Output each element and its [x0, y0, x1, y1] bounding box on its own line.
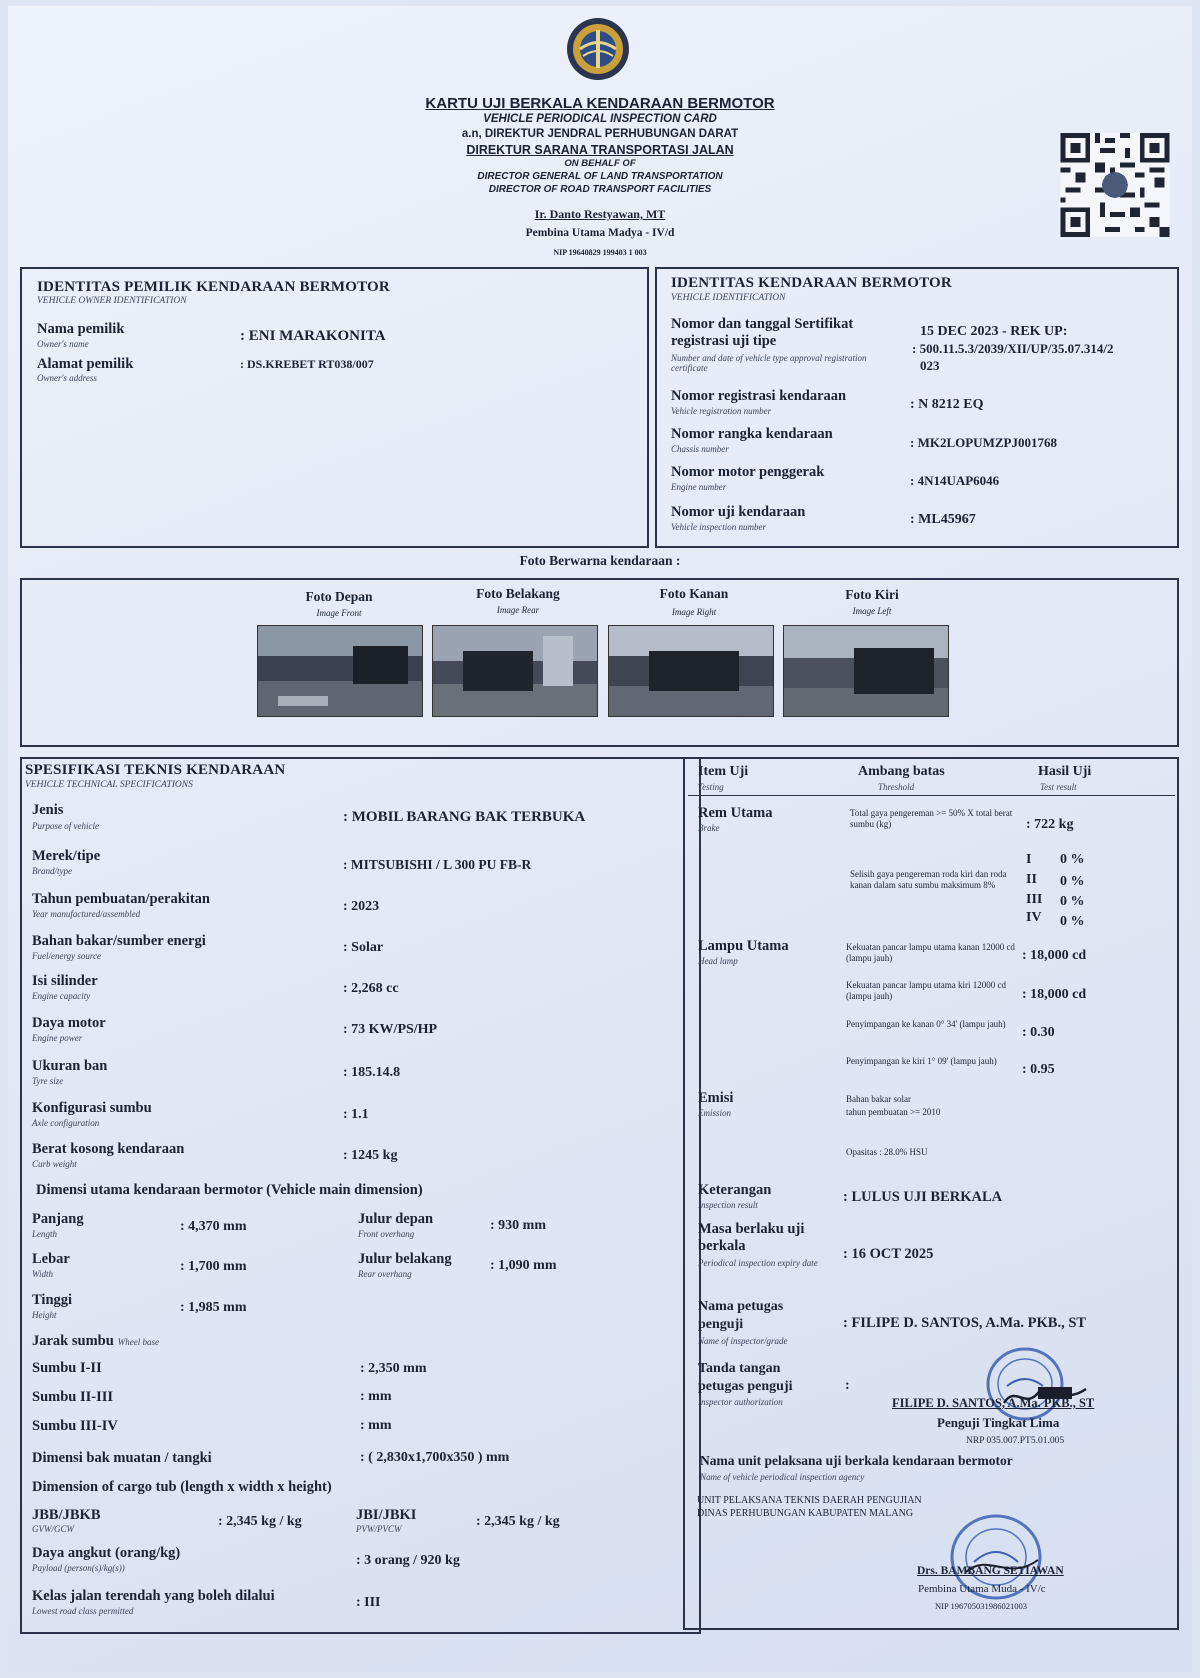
photo-front-image[interactable] [257, 625, 423, 717]
inspection-number-label: Nomor uji kendaraan [671, 504, 806, 520]
headlamp-result-2: : 18,000 cd [1022, 987, 1087, 1002]
axle-3-4-value: : mm [360, 1418, 392, 1433]
front-overhang-value: : 930 mm [490, 1218, 546, 1233]
inspector-label: Nama petugas penguji [698, 1299, 784, 1332]
agency-head-name: Drs. BAMBANG SETIAWAN [917, 1565, 1064, 1577]
headlamp-result-4: : 0.95 [1022, 1062, 1055, 1077]
payload-value: : 3 orang / 920 kg [356, 1553, 460, 1568]
photo-front-label-en: Image Front [316, 608, 362, 618]
spec-curb-weight-value: : 1245 kg [343, 1148, 398, 1163]
brake-axle-3-value: 0 % [1060, 894, 1085, 909]
spec-purpose-label-en: Purpose of vehicle [32, 821, 99, 831]
jbi-value: : 2,345 kg / kg [476, 1514, 560, 1529]
spec-curb-weight-label: Berat kosong kendaraan [32, 1141, 185, 1157]
axle-2-3-label: Sumbu II-III [32, 1389, 114, 1405]
inspection-number-label-en: Vehicle inspection number [671, 522, 766, 532]
headlamp-result-3: : 0.30 [1022, 1025, 1055, 1040]
photos-box [20, 578, 1179, 747]
headlamp-label-en: Head lamp [698, 956, 738, 966]
owner-title: IDENTITAS PEMILIK KENDARAAN BERMOTOR [37, 279, 390, 295]
rear-overhang-label: Julur belakang [358, 1251, 452, 1267]
director-en: DIRECTOR OF ROAD TRANSPORT FACILITIES [488, 184, 712, 195]
spec-axle-config-value: : 1.1 [343, 1107, 369, 1122]
axle-1-2-value: : 2,350 mm [360, 1361, 427, 1376]
col-item-header: Item Uji [698, 764, 749, 779]
brake-label: Rem Utama [698, 805, 773, 821]
remark-label: Keterangan [698, 1182, 772, 1198]
expiry-label: Masa berlaku uji berkala [698, 1221, 805, 1254]
signature-colon: : [845, 1378, 850, 1393]
payload-label-en: Payload (person(s)/kg(s)) [32, 1563, 125, 1573]
width-value: : 1,700 mm [180, 1259, 247, 1274]
inspector-sign-name: FILIPE D. SANTOS, A.Ma. PKB., ST [892, 1396, 1095, 1410]
spec-purpose-value: : MOBIL BARANG BAK TERBUKA [343, 809, 586, 825]
width-label-en: Width [32, 1269, 54, 1279]
signature-label: Tanda tangan petugas penguji [698, 1361, 793, 1394]
qr-code-icon[interactable] [1060, 133, 1170, 237]
owner-name-label: Nama pemilik [37, 321, 125, 337]
spec-power-label-en: Engine power [32, 1033, 83, 1043]
card-title: KARTU UJI BERKALA KENDARAAN BERMOTOR [425, 95, 775, 112]
specs-title-en: VEHICLE TECHNICAL SPECIFICATIONS [25, 780, 193, 790]
chassis-value: : MK2LOPUMZPJ001768 [910, 435, 1057, 450]
owner-title-en: VEHICLE OWNER IDENTIFICATION [37, 296, 187, 306]
col-threshold-header: Ambang batas [858, 764, 945, 779]
brake-threshold-1: Total gaya pengereman >= 50% X total berat sumbu (kg) [850, 808, 1013, 829]
col-item-header-en: Testing [698, 782, 724, 792]
brake-axle-1-value: 0 % [1060, 852, 1085, 867]
wheelbase-label: Jarak sumbu [32, 1333, 114, 1349]
spec-power-label: Daya motor [32, 1015, 106, 1031]
photo-right-label: Foto Kanan [659, 586, 729, 601]
front-overhang-label: Julur depan [358, 1211, 434, 1227]
ministry-logo-icon [565, 16, 631, 82]
jbb-label: JBB/JBKB [32, 1507, 101, 1523]
spec-purpose-label: Jenis [32, 802, 64, 818]
expiry-value: : 16 OCT 2025 [843, 1246, 934, 1262]
card-title-en: VEHICLE PERIODICAL INSPECTION CARD [483, 113, 717, 125]
signature-label-en: Inspector authorization [698, 1397, 783, 1407]
photo-rear-image[interactable] [432, 625, 598, 717]
inspector-label-en: Name of inspector/grade [698, 1336, 788, 1346]
photo-left-label-en: Image Left [852, 606, 892, 616]
headlamp-label: Lampu Utama [698, 938, 789, 954]
director-general-en: DIRECTOR GENERAL OF LAND TRANSPORTATION [477, 171, 723, 182]
spec-capacity-label-en: Engine capacity [32, 991, 91, 1001]
emission-label: Emisi [698, 1090, 734, 1106]
owner-name-label-en: Owner's name [37, 339, 89, 349]
length-value: : 4,370 mm [180, 1219, 247, 1234]
spec-year-value: : 2023 [343, 899, 380, 914]
spec-power-value: : 73 KW/PS/HP [343, 1022, 438, 1037]
agency-line-1: UNIT PELAKSANA TEKNIS DAERAH PENGUJIAN [697, 1495, 922, 1506]
spec-tyre-label: Ukuran ban [32, 1058, 108, 1074]
on-behalf-line: a.n, DIREKTUR JENDRAL PERHUBUNGAN DARAT [461, 128, 739, 140]
headlamp-threshold-4: Penyimpangan ke kiri 1° 09' (lampu jauh) [846, 1056, 997, 1066]
spec-capacity-label: Isi silinder [32, 973, 98, 989]
spec-year-label-en: Year manufactured/assembled [32, 909, 141, 919]
width-label: Lebar [32, 1251, 70, 1267]
type-cert-number-cont: 023 [920, 358, 940, 373]
road-class-label-en: Lowest road class permitted [32, 1606, 134, 1616]
remark-value: : LULUS UJI BERKALA [843, 1189, 1003, 1205]
owner-address-label-en: Owner's address [37, 373, 97, 383]
type-cert-number: : 500.11.5.3/2039/XII/UP/35.07.314/2 [912, 341, 1114, 356]
length-label-en: Length [32, 1229, 58, 1239]
photo-rear-label-en: Image Rear [496, 605, 540, 615]
photo-rear-label: Foto Belakang [476, 586, 560, 601]
owner-address-label: Alamat pemilik [37, 356, 134, 372]
agency-head-nip: NIP 196705031986021003 [935, 1601, 1028, 1611]
on-behalf-en: ON BEHALF OF [564, 158, 636, 169]
height-label-en: Height [32, 1310, 57, 1320]
agency-line-2: DINAS PERHUBUNGAN KABUPATEN MALANG [697, 1508, 914, 1519]
inspector-value: : FILIPE D. SANTOS, A.Ma. PKB., ST [843, 1315, 1087, 1331]
brake-result-1: : 722 kg [1026, 817, 1074, 832]
photo-front-label: Foto Depan [305, 589, 373, 604]
spec-fuel-label: Bahan bakar/sumber energi [32, 933, 206, 949]
road-class-label: Kelas jalan terendah yang boleh dilalui [32, 1588, 275, 1604]
axle-2-3-value: : mm [360, 1389, 392, 1404]
front-overhang-label-en: Front overhang [358, 1229, 415, 1239]
engine-number-label-en: Engine number [671, 482, 727, 492]
remark-label-en: Inspection result [698, 1200, 758, 1210]
brake-axle-4: IV [1026, 910, 1042, 925]
spec-fuel-label-en: Fuel/energy source [32, 951, 102, 961]
emission-threshold-1: Bahan bakar solar [846, 1094, 911, 1104]
spec-axle-config-label-en: Axle configuration [32, 1118, 100, 1128]
cargo-dimension-en: Dimension of cargo tub (length x width x height) [32, 1479, 332, 1495]
signer-name: Ir. Danto Restyawan, MT [534, 207, 666, 221]
spec-brand-value: : MITSUBISHI / L 300 PU FB-R [343, 857, 532, 872]
chassis-label: Nomor rangka kendaraan [671, 426, 833, 442]
axle-3-4-label: Sumbu III-IV [32, 1418, 118, 1434]
spec-tyre-label-en: Tyre size [32, 1076, 64, 1086]
headlamp-result-1: : 18,000 cd [1022, 948, 1087, 963]
photo-right-image[interactable] [608, 625, 774, 717]
header-divider [688, 795, 1175, 796]
inspector-grade: Penguji Tingkat Lima [937, 1415, 1060, 1430]
wheelbase-heading [32, 1332, 159, 1350]
jbb-value: : 2,345 kg / kg [218, 1514, 302, 1529]
dimension-title: Dimensi utama kendaraan bermotor (Vehicle main dimension) [36, 1182, 423, 1198]
engine-number-label: Nomor motor penggerak [671, 464, 825, 480]
signer-nip: NIP 19640829 199403 1 003 [553, 248, 647, 257]
agency-label-en: Name of vehicle periodical inspection agency [700, 1472, 865, 1482]
emission-threshold-2: tahun pembuatan >= 2010 [846, 1107, 941, 1117]
agency-label: Nama unit pelaksana uji berkala kendaraan bermotor [700, 1453, 1013, 1468]
owner-name-value: : ENI MARAKONITA [240, 328, 386, 344]
registration-label: Nomor registrasi kendaraan [671, 388, 847, 404]
photo-left-label: Foto Kiri [845, 587, 899, 602]
inspector-nrp: NRP 035.007.PT5.01.005 [966, 1436, 1065, 1446]
registration-label-en: Vehicle registration number [671, 406, 772, 416]
headlamp-threshold-2: Kekuatan pancar lampu utama kiri 12000 cd (lampu jauh) [846, 980, 1006, 1001]
rear-overhang-label-en: Rear overhang [358, 1269, 412, 1279]
spec-brand-label: Merek/tipe [32, 848, 101, 864]
emission-label-en: Emission [698, 1108, 732, 1118]
road-class-value: : III [356, 1595, 381, 1610]
photo-right-label-en: Image Right [671, 607, 717, 617]
jbi-label-en: PVW/PVCW [356, 1524, 402, 1534]
rear-overhang-value: : 1,090 mm [490, 1258, 557, 1273]
owner-identification-box [20, 267, 649, 548]
registration-value: : N 8212 EQ [910, 397, 984, 412]
jbb-label-en: GVW/GCW [32, 1524, 74, 1534]
signer-rank: Pembina Utama Madya - IV/d [525, 227, 675, 239]
payload-label: Daya angkut (orang/kg) [32, 1545, 181, 1561]
agency-head-rank: Pembina Utama Muda - IV/c [918, 1583, 1046, 1595]
brake-label-en: Brake [698, 823, 720, 833]
inspection-number-value: : ML45967 [910, 512, 976, 527]
cargo-dimension-label: Dimensi bak muatan / tangki [32, 1450, 212, 1466]
spec-curb-weight-label-en: Curb weight [32, 1159, 77, 1169]
spec-tyre-value: : 185.14.8 [343, 1065, 401, 1080]
brake-axle-3: III [1026, 892, 1043, 907]
specs-title: SPESIFIKASI TEKNIS KENDARAAN [25, 762, 286, 778]
height-value: : 1,985 mm [180, 1300, 247, 1315]
type-cert-label-en: Number and date of vehicle type approval registration certificate [671, 353, 867, 373]
engine-number-value: : 4N14UAP6046 [910, 473, 1000, 488]
type-cert-label: Nomor dan tanggal Sertifikat registrasi uji tipe [671, 316, 854, 349]
headlamp-threshold-3: Penyimpangan ke kanan 0° 34' (lampu jauh) [846, 1019, 1006, 1029]
length-label: Panjang [32, 1211, 84, 1227]
headlamp-threshold-1: Kekuatan pancar lampu utama kanan 12000 cd (lampu jauh) [846, 942, 1015, 963]
spec-capacity-value: : 2,268 cc [343, 981, 399, 996]
col-threshold-header-en: Threshold [878, 782, 915, 792]
expiry-label-en: Periodical inspection expiry date [698, 1258, 818, 1268]
wheelbase-label-en: Wheel base [117, 1337, 160, 1347]
vehicle-id-title-en: VEHICLE IDENTIFICATION [671, 293, 786, 303]
emission-opacity: Opasitas : 28.0% HSU [846, 1147, 928, 1157]
owner-address-value: : DS.KREBET RT038/007 [240, 357, 374, 371]
spec-brand-label-en: Brand/type [32, 866, 72, 876]
spec-year-label: Tahun pembuatan/perakitan [32, 891, 210, 907]
cargo-dimension-value: : ( 2,830x1,700x350 ) mm [360, 1450, 510, 1465]
jbi-label: JBI/JBKI [356, 1507, 417, 1523]
brake-axle-4-value: 0 % [1060, 914, 1085, 929]
photo-left-image[interactable] [783, 625, 949, 717]
axle-1-2-label: Sumbu I-II [32, 1360, 102, 1376]
brake-axle-2-value: 0 % [1060, 874, 1085, 889]
type-cert-value: 15 DEC 2023 - REK UP: [920, 324, 1068, 339]
height-label: Tinggi [32, 1292, 73, 1308]
vehicle-id-title: IDENTITAS KENDARAAN BERMOTOR [671, 275, 952, 291]
brake-threshold-2: Selisih gaya pengereman roda kiri dan roda kanan dalam satu sumbu maksimum 8% [850, 869, 1007, 890]
spec-axle-config-label: Konfigurasi sumbu [32, 1100, 152, 1116]
spec-fuel-value: : Solar [343, 940, 384, 955]
col-result-header: Hasil Uji [1038, 764, 1092, 779]
col-result-header-en: Test result [1040, 782, 1077, 792]
photos-caption: Foto Berwarna kendaraan : [519, 553, 681, 568]
chassis-label-en: Chassis number [671, 444, 729, 454]
brake-axle-2: II [1026, 872, 1037, 887]
brake-axle-1: I [1026, 852, 1032, 867]
director-line: DIREKTUR SARANA TRANSPORTASI JALAN [466, 143, 734, 157]
